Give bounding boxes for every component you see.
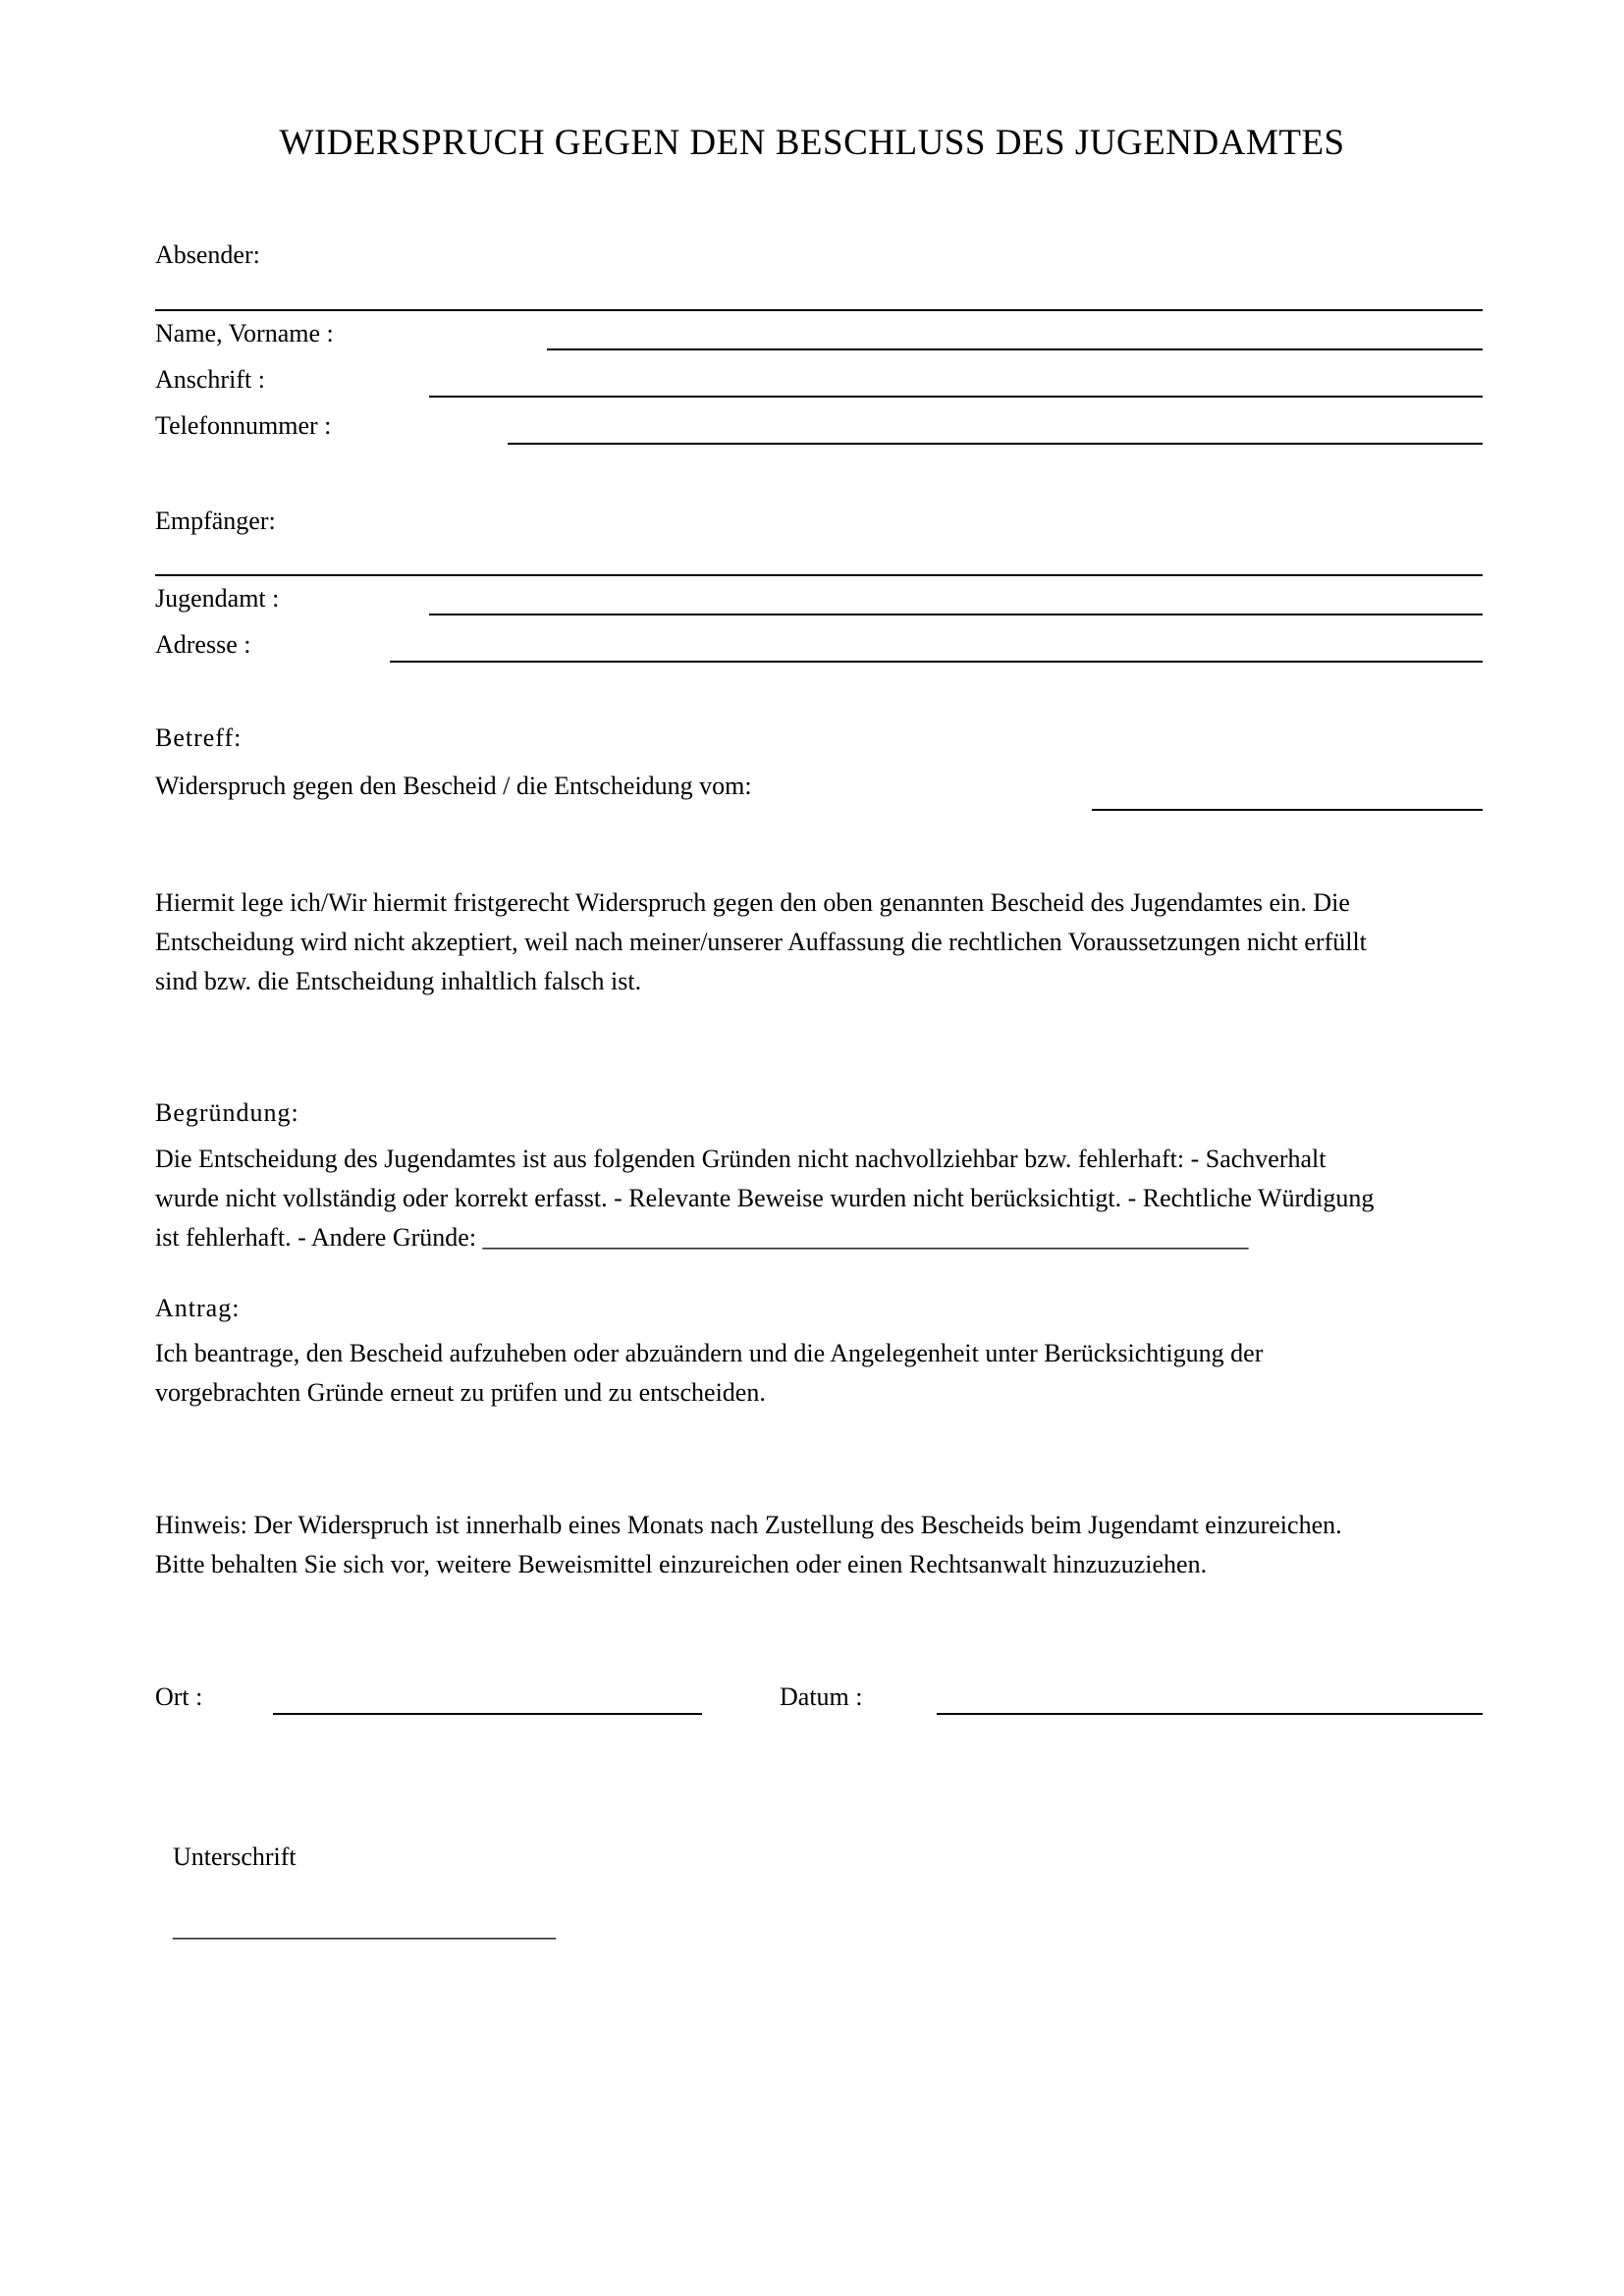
signature-label: Unterschrift [173, 1842, 297, 1871]
sender-address-field[interactable] [429, 396, 1483, 398]
recipient-address-label: Adresse : [155, 630, 251, 659]
request-paragraph [155, 1334, 1490, 1413]
intro-line: Hiermit lege ich/Wir hiermit fristgerecht Widerspruch gegen den oben genannten Bescheid des Jugendamtes ein. Die [155, 888, 1350, 917]
decision-date-field[interactable] [1092, 809, 1483, 811]
request-heading: Antrag: [155, 1294, 241, 1322]
recipient-office-field[interactable] [429, 614, 1483, 615]
place-field[interactable] [273, 1713, 702, 1715]
recipient-office-label: Jugendamt : [155, 584, 280, 613]
date-label: Datum : [780, 1682, 863, 1711]
reasons-heading: Begründung: [155, 1098, 299, 1127]
signature-line[interactable]: ______________________________ [173, 1913, 556, 1942]
document-title: WIDERSPRUCH GEGEN DEN BESCHLUSS DES JUGENDAMTES [279, 123, 1345, 163]
note-paragraph [155, 1506, 1490, 1584]
recipient-address-field[interactable] [390, 661, 1483, 663]
sender-name-field[interactable] [547, 348, 1483, 350]
sender-heading: Absender: [155, 240, 260, 269]
subject-heading: Betreff: [155, 723, 243, 752]
sender-phone-label: Telefonnummer : [155, 411, 332, 440]
subject-text: Widerspruch gegen den Bescheid / die Entscheidung vom: [155, 772, 752, 800]
request-line: Ich beantrage, den Bescheid aufzuheben oder abzuändern und die Angelegenheit unter Berücksichtigung der [155, 1339, 1264, 1367]
reasons-line: wurde nicht vollständig oder korrekt erfasst. - Relevante Beweise wurden nicht berücksichtigt. - Rechtliche Würdigung [155, 1184, 1375, 1212]
intro-line: sind bzw. die Entscheidung inhaltlich falsch ist. [155, 967, 642, 995]
note-line: Hinweis: Der Widerspruch ist innerhalb eines Monats nach Zustellung des Bescheids beim Jugendamt einzureichen. [155, 1511, 1342, 1539]
intro-paragraph [155, 883, 1490, 1001]
sender-phone-field[interactable] [508, 443, 1483, 445]
date-field[interactable] [937, 1713, 1483, 1715]
request-line: vorgebrachten Gründe erneut zu prüfen und zu entscheiden. [155, 1378, 766, 1407]
reasons-line: ist fehlerhaft. - Andere Gründe: ____________________________________________________________ [155, 1223, 1249, 1252]
place-label: Ort : [155, 1682, 203, 1711]
sender-address-label: Anschrift : [155, 365, 265, 394]
recipient-heading: Empfänger: [155, 507, 276, 535]
recipient-divider [155, 574, 1483, 576]
note-line: Bitte behalten Sie sich vor, weitere Beweismittel einzureichen oder einen Rechtsanwalt hinzuzuziehen. [155, 1550, 1208, 1578]
sender-divider [155, 309, 1483, 311]
intro-line: Entscheidung wird nicht akzeptiert, weil nach meiner/unserer Auffassung die rechtlichen Voraussetzungen nicht erfüllt [155, 928, 1367, 956]
reasons-line: Die Entscheidung des Jugendamtes ist aus folgenden Gründen nicht nachvollziehbar bzw. fehlerhaft: - Sachverhalt [155, 1145, 1326, 1173]
reasons-paragraph [155, 1140, 1490, 1257]
sender-name-label: Name, Vorname : [155, 319, 334, 347]
